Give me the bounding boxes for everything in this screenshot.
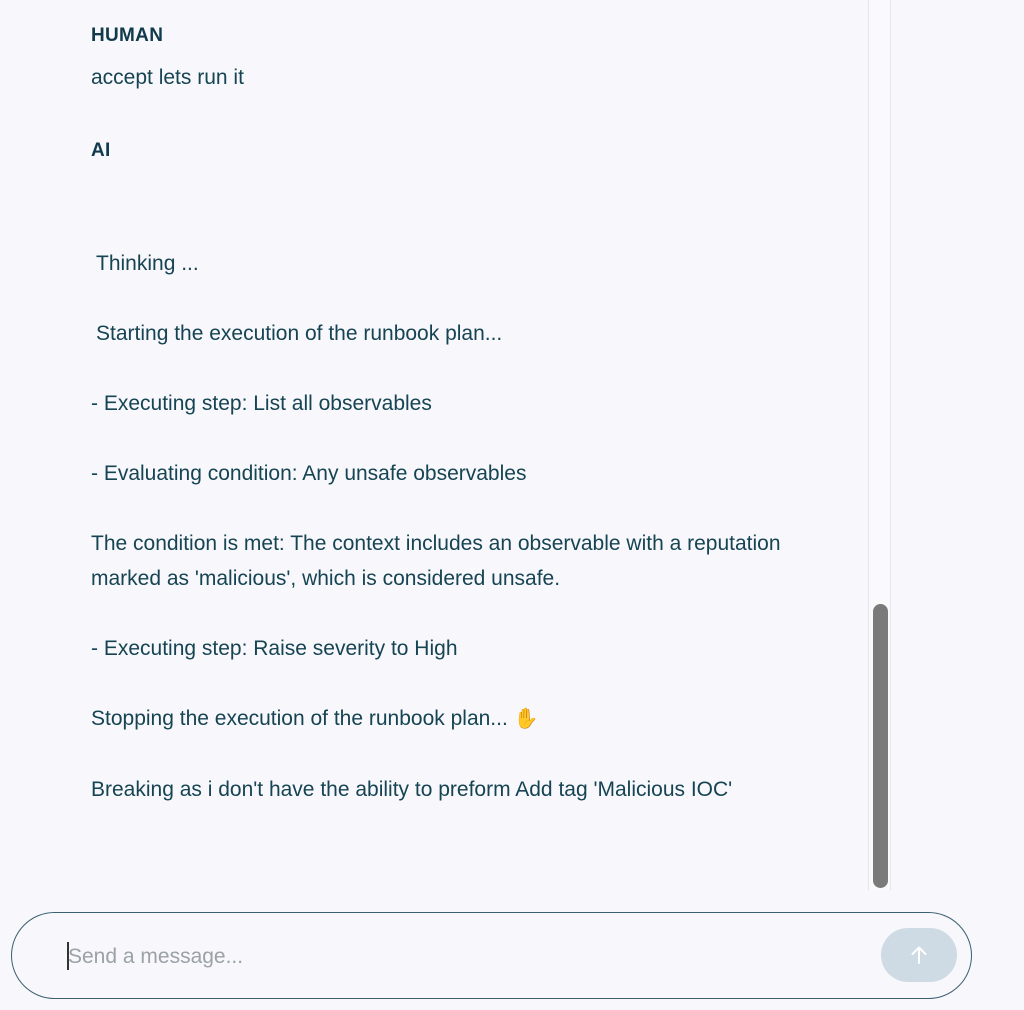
ai-stopping-line — [91, 701, 539, 737]
ai-breaking-line: Breaking as i don't have the ability to preform Add tag 'Malicious IOC' — [91, 778, 733, 801]
ai-raise-severity-line: - Executing step: Raise severity to High — [91, 637, 458, 660]
ai-thinking-line: Thinking ... — [96, 252, 199, 275]
chat-scrollbar[interactable] — [868, 0, 891, 890]
ai-stopping-text: Stopping the execution of the runbook plan... — [91, 707, 508, 730]
ai-role-label: AI — [91, 140, 111, 161]
text-caret — [67, 942, 69, 970]
arrow-up-icon — [908, 944, 930, 966]
ai-condition-met-line: The condition is met: The context includes an observable with a reputation — [91, 532, 781, 555]
message-composer — [11, 912, 972, 999]
ai-start-line: Starting the execution of the runbook plan... — [96, 322, 503, 345]
raised-hand-icon: ✋ — [513, 708, 539, 730]
ai-step-list-line: - Executing step: List all observables — [91, 392, 432, 415]
ai-condition-met-line-2: marked as 'malicious', which is considered unsafe. — [91, 567, 561, 590]
human-message: accept lets run it — [91, 66, 244, 89]
message-input[interactable] — [66, 939, 860, 975]
human-role-label: HUMAN — [91, 25, 164, 46]
scrollbar-thumb[interactable] — [873, 604, 888, 888]
ai-condition-line: - Evaluating condition: Any unsafe observables — [91, 462, 527, 485]
send-button[interactable] — [881, 928, 957, 982]
